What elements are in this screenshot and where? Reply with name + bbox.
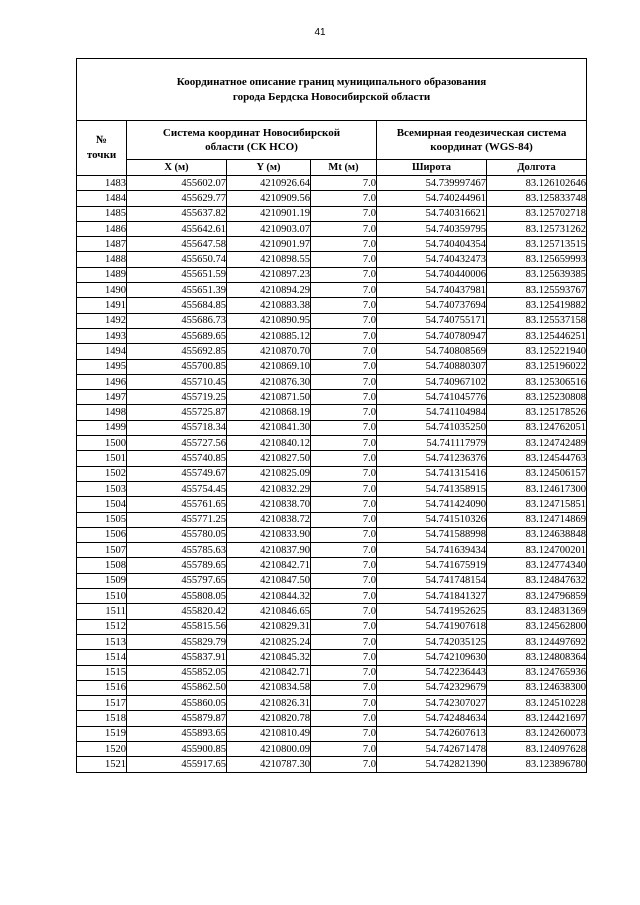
longitude-cell: 83.124765936	[487, 665, 587, 680]
table-row	[77, 283, 587, 298]
table-row	[77, 680, 587, 695]
latitude-cell: 54.740967102	[377, 374, 487, 389]
latitude-cell: 54.742236443	[377, 665, 487, 680]
point-number-cell: 1511	[77, 604, 127, 619]
title-line-1: Координатное описание границ муниципального образования	[176, 75, 487, 88]
x-cell: 455692.85	[127, 344, 227, 359]
mt-cell: 7.0	[311, 313, 377, 328]
table-row	[77, 665, 587, 680]
longitude-cell: 83.125221940	[487, 344, 587, 359]
longitude-cell: 83.124796859	[487, 589, 587, 604]
point-number-cell: 1503	[77, 481, 127, 496]
y-cell: 4210903.07	[227, 221, 311, 236]
y-cell: 4210847.50	[227, 573, 311, 588]
mt-cell: 7.0	[311, 237, 377, 252]
y-cell: 4210842.71	[227, 665, 311, 680]
point-number-cell: 1489	[77, 267, 127, 282]
table-row	[77, 497, 587, 512]
longitude-cell: 83.125593767	[487, 283, 587, 298]
longitude-cell: 83.124510228	[487, 696, 587, 711]
mt-cell: 7.0	[311, 252, 377, 267]
latitude-cell: 54.741510326	[377, 512, 487, 527]
longitude-cell: 83.124700201	[487, 543, 587, 558]
longitude-cell: 83.124774340	[487, 558, 587, 573]
y-cell: 4210787.30	[227, 757, 311, 772]
latitude-cell: 54.742307027	[377, 696, 487, 711]
y-cell: 4210890.95	[227, 313, 311, 328]
y-cell: 4210820.78	[227, 711, 311, 726]
y-cell: 4210909.56	[227, 191, 311, 206]
point-number-cell: 1493	[77, 328, 127, 343]
y-cell: 4210845.32	[227, 650, 311, 665]
longitude-cell: 83.125178526	[487, 405, 587, 420]
latitude-cell: 54.741841327	[377, 589, 487, 604]
point-number-cell: 1485	[77, 206, 127, 221]
point-number-cell: 1490	[77, 283, 127, 298]
point-number-cell: 1504	[77, 497, 127, 512]
latitude-cell: 54.740808569	[377, 344, 487, 359]
x-cell: 455761.65	[127, 497, 227, 512]
table-row	[77, 267, 587, 282]
mt-cell: 7.0	[311, 176, 377, 191]
longitude-cell: 83.125306516	[487, 374, 587, 389]
mt-cell: 7.0	[311, 191, 377, 206]
longitude-cell: 83.124847632	[487, 573, 587, 588]
y-cell: 4210826.31	[227, 696, 311, 711]
point-number-cell: 1498	[77, 405, 127, 420]
page-number: 41	[314, 27, 326, 38]
point-number-cell: 1515	[77, 665, 127, 680]
y-cell: 4210832.29	[227, 481, 311, 496]
point-number-cell: 1499	[77, 420, 127, 435]
mt-cell: 7.0	[311, 634, 377, 649]
latitude-cell: 54.742607613	[377, 726, 487, 741]
table-row	[77, 696, 587, 711]
latitude-cell: 54.740755171	[377, 313, 487, 328]
header-system-wgs: Всемирная геодезическая система координат (WGS-84)	[377, 121, 587, 160]
y-cell: 4210871.50	[227, 390, 311, 405]
point-number-cell: 1512	[77, 619, 127, 634]
x-cell: 455686.73	[127, 313, 227, 328]
x-cell: 455797.65	[127, 573, 227, 588]
mt-cell: 7.0	[311, 359, 377, 374]
x-cell: 455637.82	[127, 206, 227, 221]
longitude-cell: 83.124260073	[487, 726, 587, 741]
coordinates-table	[76, 58, 587, 773]
mt-cell: 7.0	[311, 405, 377, 420]
table-row	[77, 634, 587, 649]
x-cell: 455740.85	[127, 451, 227, 466]
mt-cell: 7.0	[311, 589, 377, 604]
header-point-number: № точки	[77, 121, 127, 176]
title-line-2: города Бердска Новосибирской области	[232, 90, 431, 103]
table-row	[77, 527, 587, 542]
y-cell: 4210901.19	[227, 206, 311, 221]
mt-cell: 7.0	[311, 573, 377, 588]
mt-cell: 7.0	[311, 221, 377, 236]
table-row	[77, 436, 587, 451]
header-x: X (м)	[127, 160, 227, 176]
longitude-cell: 83.124421697	[487, 711, 587, 726]
latitude-cell: 54.741035250	[377, 420, 487, 435]
latitude-cell: 54.740432473	[377, 252, 487, 267]
point-number-cell: 1521	[77, 757, 127, 772]
point-number-cell: 1509	[77, 573, 127, 588]
longitude-cell: 83.123896780	[487, 757, 587, 772]
mt-cell: 7.0	[311, 680, 377, 695]
longitude-cell: 83.124742489	[487, 436, 587, 451]
longitude-cell: 83.125446251	[487, 328, 587, 343]
latitude-cell: 54.742671478	[377, 741, 487, 756]
x-cell: 455780.05	[127, 527, 227, 542]
table-row	[77, 757, 587, 772]
table-row	[77, 466, 587, 481]
x-cell: 455829.79	[127, 634, 227, 649]
x-cell: 455771.25	[127, 512, 227, 527]
x-cell: 455642.61	[127, 221, 227, 236]
y-cell: 4210868.19	[227, 405, 311, 420]
table-row	[77, 206, 587, 221]
table-row	[77, 191, 587, 206]
table-row	[77, 619, 587, 634]
point-number-cell: 1519	[77, 726, 127, 741]
mt-cell: 7.0	[311, 481, 377, 496]
table-body	[77, 176, 587, 773]
y-cell: 4210825.09	[227, 466, 311, 481]
x-cell: 455725.87	[127, 405, 227, 420]
x-cell: 455727.56	[127, 436, 227, 451]
latitude-cell: 54.741315416	[377, 466, 487, 481]
latitude-cell: 54.741952625	[377, 604, 487, 619]
longitude-cell: 83.126102646	[487, 176, 587, 191]
y-cell: 4210838.72	[227, 512, 311, 527]
mt-cell: 7.0	[311, 512, 377, 527]
point-number-cell: 1484	[77, 191, 127, 206]
longitude-cell: 83.125731262	[487, 221, 587, 236]
latitude-cell: 54.740737694	[377, 298, 487, 313]
latitude-cell: 54.740244961	[377, 191, 487, 206]
y-cell: 4210825.24	[227, 634, 311, 649]
y-cell: 4210841.30	[227, 420, 311, 435]
y-cell: 4210898.55	[227, 252, 311, 267]
mt-cell: 7.0	[311, 344, 377, 359]
point-number-cell: 1513	[77, 634, 127, 649]
point-number-cell: 1486	[77, 221, 127, 236]
table-row	[77, 390, 587, 405]
mt-cell: 7.0	[311, 696, 377, 711]
y-cell: 4210838.70	[227, 497, 311, 512]
longitude-cell: 83.124715851	[487, 497, 587, 512]
header-system-local: Система координат Новосибирской области (СК НСО)	[127, 121, 377, 160]
y-cell: 4210834.58	[227, 680, 311, 695]
header-latitude: Широта	[377, 160, 487, 176]
latitude-cell: 54.741639434	[377, 543, 487, 558]
longitude-cell: 83.124714869	[487, 512, 587, 527]
point-number-cell: 1518	[77, 711, 127, 726]
mt-cell: 7.0	[311, 374, 377, 389]
point-number-cell: 1520	[77, 741, 127, 756]
table-row	[77, 650, 587, 665]
mt-cell: 7.0	[311, 665, 377, 680]
longitude-cell: 83.125659993	[487, 252, 587, 267]
table-title	[77, 59, 587, 121]
table-row	[77, 221, 587, 236]
point-number-cell: 1510	[77, 589, 127, 604]
x-cell: 455719.25	[127, 390, 227, 405]
mt-cell: 7.0	[311, 420, 377, 435]
x-cell: 455862.50	[127, 680, 227, 695]
y-cell: 4210885.12	[227, 328, 311, 343]
latitude-cell: 54.741588998	[377, 527, 487, 542]
point-number-cell: 1508	[77, 558, 127, 573]
mt-cell: 7.0	[311, 757, 377, 772]
x-cell: 455789.65	[127, 558, 227, 573]
latitude-cell: 54.741104984	[377, 405, 487, 420]
y-cell: 4210800.09	[227, 741, 311, 756]
point-number-cell: 1500	[77, 436, 127, 451]
point-number-cell: 1483	[77, 176, 127, 191]
x-cell: 455647.58	[127, 237, 227, 252]
point-number-cell: 1497	[77, 390, 127, 405]
longitude-cell: 83.124638300	[487, 680, 587, 695]
longitude-cell: 83.125419882	[487, 298, 587, 313]
x-cell: 455852.05	[127, 665, 227, 680]
table-row	[77, 298, 587, 313]
latitude-cell: 54.740359795	[377, 221, 487, 236]
y-cell: 4210810.49	[227, 726, 311, 741]
latitude-cell: 54.742484634	[377, 711, 487, 726]
latitude-cell: 54.741424090	[377, 497, 487, 512]
point-number-cell: 1502	[77, 466, 127, 481]
longitude-cell: 83.125196022	[487, 359, 587, 374]
point-number-cell: 1496	[77, 374, 127, 389]
table-row	[77, 558, 587, 573]
x-cell: 455879.87	[127, 711, 227, 726]
point-number-cell: 1516	[77, 680, 127, 695]
mt-cell: 7.0	[311, 558, 377, 573]
latitude-cell: 54.740880307	[377, 359, 487, 374]
table-row	[77, 573, 587, 588]
table-row	[77, 252, 587, 267]
x-cell: 455629.77	[127, 191, 227, 206]
x-cell: 455837.91	[127, 650, 227, 665]
longitude-cell: 83.124544763	[487, 451, 587, 466]
longitude-cell: 83.124562800	[487, 619, 587, 634]
mt-cell: 7.0	[311, 283, 377, 298]
point-number-cell: 1495	[77, 359, 127, 374]
x-cell: 455700.85	[127, 359, 227, 374]
latitude-cell: 54.740437981	[377, 283, 487, 298]
latitude-cell: 54.741675919	[377, 558, 487, 573]
mt-cell: 7.0	[311, 328, 377, 343]
table-row	[77, 741, 587, 756]
x-cell: 455917.65	[127, 757, 227, 772]
table-row	[77, 711, 587, 726]
point-number-cell: 1487	[77, 237, 127, 252]
y-cell: 4210842.71	[227, 558, 311, 573]
point-number-cell: 1494	[77, 344, 127, 359]
point-number-cell: 1488	[77, 252, 127, 267]
x-cell: 455651.39	[127, 283, 227, 298]
latitude-cell: 54.739997467	[377, 176, 487, 191]
x-cell: 455900.85	[127, 741, 227, 756]
y-cell: 4210883.38	[227, 298, 311, 313]
header-mt: Mt (м)	[311, 160, 377, 176]
mt-cell: 7.0	[311, 436, 377, 451]
latitude-cell: 54.741117979	[377, 436, 487, 451]
point-number-cell: 1507	[77, 543, 127, 558]
latitude-cell: 54.742035125	[377, 634, 487, 649]
table-row	[77, 589, 587, 604]
longitude-cell: 83.124831369	[487, 604, 587, 619]
mt-cell: 7.0	[311, 543, 377, 558]
latitude-cell: 54.742109630	[377, 650, 487, 665]
y-cell: 4210876.30	[227, 374, 311, 389]
table-row	[77, 328, 587, 343]
longitude-cell: 83.124808364	[487, 650, 587, 665]
y-cell: 4210869.10	[227, 359, 311, 374]
latitude-cell: 54.742329679	[377, 680, 487, 695]
point-number-cell: 1514	[77, 650, 127, 665]
latitude-cell: 54.740404354	[377, 237, 487, 252]
table-row	[77, 359, 587, 374]
point-number-cell: 1506	[77, 527, 127, 542]
x-cell: 455815.56	[127, 619, 227, 634]
table-row	[77, 481, 587, 496]
y-cell: 4210870.70	[227, 344, 311, 359]
mt-cell: 7.0	[311, 711, 377, 726]
mt-cell: 7.0	[311, 726, 377, 741]
y-cell: 4210844.32	[227, 589, 311, 604]
longitude-cell: 83.125713515	[487, 237, 587, 252]
x-cell: 455689.65	[127, 328, 227, 343]
latitude-cell: 54.741236376	[377, 451, 487, 466]
x-cell: 455749.67	[127, 466, 227, 481]
mt-cell: 7.0	[311, 497, 377, 512]
longitude-cell: 83.125833748	[487, 191, 587, 206]
x-cell: 455650.74	[127, 252, 227, 267]
table-row	[77, 405, 587, 420]
point-number-cell: 1491	[77, 298, 127, 313]
latitude-cell: 54.741907618	[377, 619, 487, 634]
y-cell: 4210926.64	[227, 176, 311, 191]
longitude-cell: 83.125639385	[487, 267, 587, 282]
table-row	[77, 176, 587, 191]
longitude-cell: 83.125537158	[487, 313, 587, 328]
table-row	[77, 512, 587, 527]
table-row	[77, 313, 587, 328]
latitude-cell: 54.741748154	[377, 573, 487, 588]
mt-cell: 7.0	[311, 741, 377, 756]
mt-cell: 7.0	[311, 650, 377, 665]
mt-cell: 7.0	[311, 466, 377, 481]
x-cell: 455718.34	[127, 420, 227, 435]
longitude-cell: 83.124097628	[487, 741, 587, 756]
y-cell: 4210827.50	[227, 451, 311, 466]
mt-cell: 7.0	[311, 451, 377, 466]
mt-cell: 7.0	[311, 298, 377, 313]
longitude-cell: 83.124762051	[487, 420, 587, 435]
mt-cell: 7.0	[311, 619, 377, 634]
latitude-cell: 54.740440006	[377, 267, 487, 282]
longitude-cell: 83.124506157	[487, 466, 587, 481]
y-cell: 4210894.29	[227, 283, 311, 298]
x-cell: 455893.65	[127, 726, 227, 741]
x-cell: 455808.05	[127, 589, 227, 604]
x-cell: 455710.45	[127, 374, 227, 389]
point-number-cell: 1505	[77, 512, 127, 527]
table-row	[77, 451, 587, 466]
point-number-cell: 1492	[77, 313, 127, 328]
longitude-cell: 83.124497692	[487, 634, 587, 649]
table-row	[77, 604, 587, 619]
x-cell: 455785.63	[127, 543, 227, 558]
mt-cell: 7.0	[311, 267, 377, 282]
table-row	[77, 543, 587, 558]
mt-cell: 7.0	[311, 527, 377, 542]
x-cell: 455860.05	[127, 696, 227, 711]
latitude-cell: 54.740780947	[377, 328, 487, 343]
header-longitude: Долгота	[487, 160, 587, 176]
latitude-cell: 54.740316621	[377, 206, 487, 221]
y-cell: 4210840.12	[227, 436, 311, 451]
point-number-cell: 1501	[77, 451, 127, 466]
point-number-cell: 1517	[77, 696, 127, 711]
mt-cell: 7.0	[311, 604, 377, 619]
table-row	[77, 420, 587, 435]
header-y: Y (м)	[227, 160, 311, 176]
longitude-cell: 83.124638848	[487, 527, 587, 542]
table-row	[77, 237, 587, 252]
x-cell: 455651.59	[127, 267, 227, 282]
longitude-cell: 83.125230808	[487, 390, 587, 405]
table-row	[77, 344, 587, 359]
y-cell: 4210897.23	[227, 267, 311, 282]
longitude-cell: 83.125702718	[487, 206, 587, 221]
y-cell: 4210846.65	[227, 604, 311, 619]
latitude-cell: 54.742821390	[377, 757, 487, 772]
latitude-cell: 54.741045776	[377, 390, 487, 405]
x-cell: 455754.45	[127, 481, 227, 496]
y-cell: 4210901.97	[227, 237, 311, 252]
table-row	[77, 374, 587, 389]
y-cell: 4210837.90	[227, 543, 311, 558]
y-cell: 4210833.90	[227, 527, 311, 542]
x-cell: 455820.42	[127, 604, 227, 619]
latitude-cell: 54.741358915	[377, 481, 487, 496]
x-cell: 455684.85	[127, 298, 227, 313]
mt-cell: 7.0	[311, 206, 377, 221]
table-row	[77, 726, 587, 741]
x-cell: 455602.07	[127, 176, 227, 191]
mt-cell: 7.0	[311, 390, 377, 405]
longitude-cell: 83.124617300	[487, 481, 587, 496]
y-cell: 4210829.31	[227, 619, 311, 634]
